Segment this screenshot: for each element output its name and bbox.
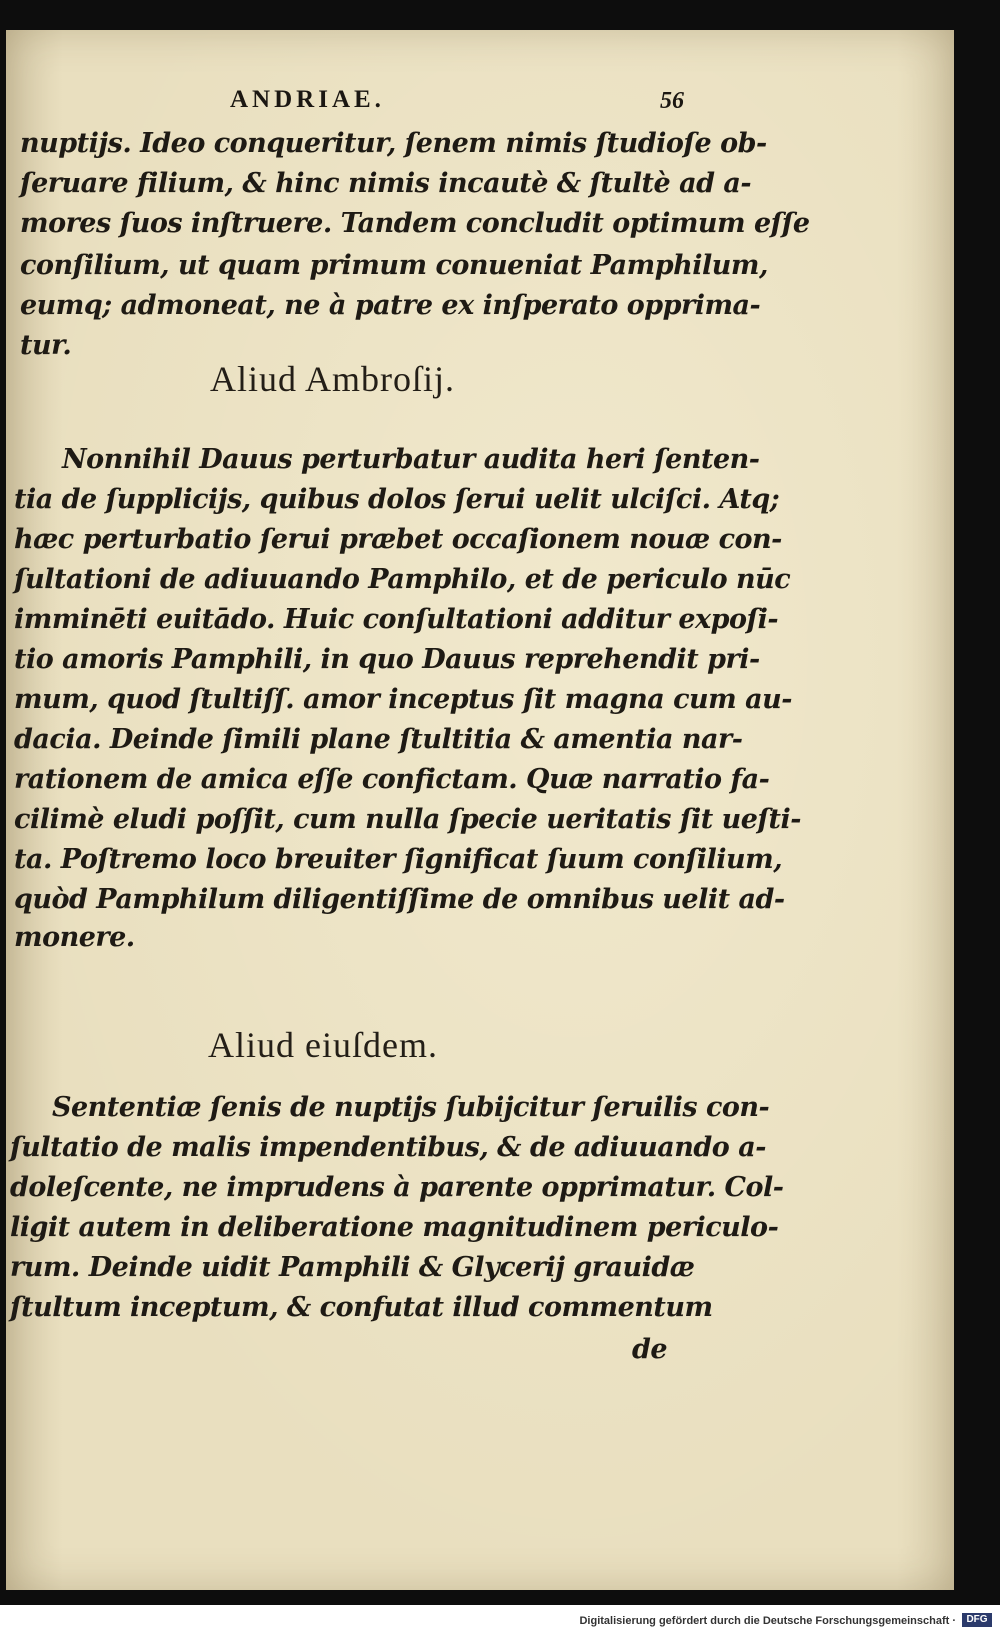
text-line: Sententiæ ſenis de nuptijs ſubijcitur ſeruilis con- xyxy=(52,1092,770,1123)
text-line: monere. xyxy=(14,922,135,953)
text-line: tia de ſupplicijs, quibus dolos ſerui uelit ulciſci. Atq; xyxy=(14,484,780,515)
digitization-credit: Digitalisierung gefördert durch die Deutsche Forschungsgemeinschaft · xyxy=(579,1615,956,1627)
text-line: ſultationi de adiuuando Pamphilo, et de periculo nūc xyxy=(14,564,791,595)
page-number: 56 xyxy=(660,88,684,114)
text-line: mores ſuos inſtruere. Tandem concludit optimum eſſe xyxy=(20,208,810,239)
text-line: hæc perturbatio ſerui præbet occaſionem nouæ con- xyxy=(14,524,782,555)
text-line: ſtultum inceptum, & confutat illud commentum xyxy=(10,1292,713,1323)
text-line: conſilium, ut quam primum conueniat Pamphilum, xyxy=(20,250,768,281)
text-line: Nonnihil Dauus perturbatur audita heri ſenten- xyxy=(62,444,760,475)
text-line: tur. xyxy=(20,330,72,361)
text-line: mum, quod ſtultiſſ. amor inceptus ſit magna cum au- xyxy=(14,684,792,715)
text-line: imminēti euitādo. Huic conſultationi additur expoſi- xyxy=(14,604,779,635)
text-line: dacia. Deinde ſimili plane ſtultitia & amentia nar- xyxy=(14,724,743,755)
text-line: rum. Deinde uidit Pamphili & Glycerij grauidæ xyxy=(10,1252,695,1283)
text-line: ta. Poſtremo loco breuiter ſignificat ſuum conſilium, xyxy=(14,844,783,875)
text-line: ligit autem in deliberatione magnitudinem periculo- xyxy=(10,1212,779,1243)
text-line: ſultatio de malis impendentibus, & de adiuuando a- xyxy=(10,1132,766,1163)
text-line: cilimè eludi poſſit, cum nulla ſpecie ueritatis ſit ueſti- xyxy=(14,804,801,835)
text-line: quòd Pamphilum diligentiſſime de omnibus uelit ad- xyxy=(14,884,785,915)
text-line: tio amoris Pamphili, in quo Dauus reprehendit pri- xyxy=(14,644,760,675)
running-head: ANDRIAE. xyxy=(230,86,385,113)
text-line: nuptijs. Ideo conqueritur, ſenem nimis ſtudioſe ob- xyxy=(20,128,767,159)
section-heading: Aliud eiuſdem. xyxy=(208,1025,438,1065)
catchword: de xyxy=(632,1334,668,1365)
section-heading: Aliud Ambroſij. xyxy=(210,359,456,399)
text-line: rationem de amica eſſe confictam. Quæ narratio fa- xyxy=(14,764,770,795)
text-line: ſeruare filium, & hinc nimis incautè & ſtultè ad a- xyxy=(20,168,752,199)
text-line: doleſcente, ne imprudens à parente opprimatur. Col- xyxy=(10,1172,784,1203)
dfg-logo: DFG xyxy=(962,1613,992,1627)
text-line: eumq; admoneat, ne à patre ex inſperato opprima- xyxy=(20,290,761,321)
